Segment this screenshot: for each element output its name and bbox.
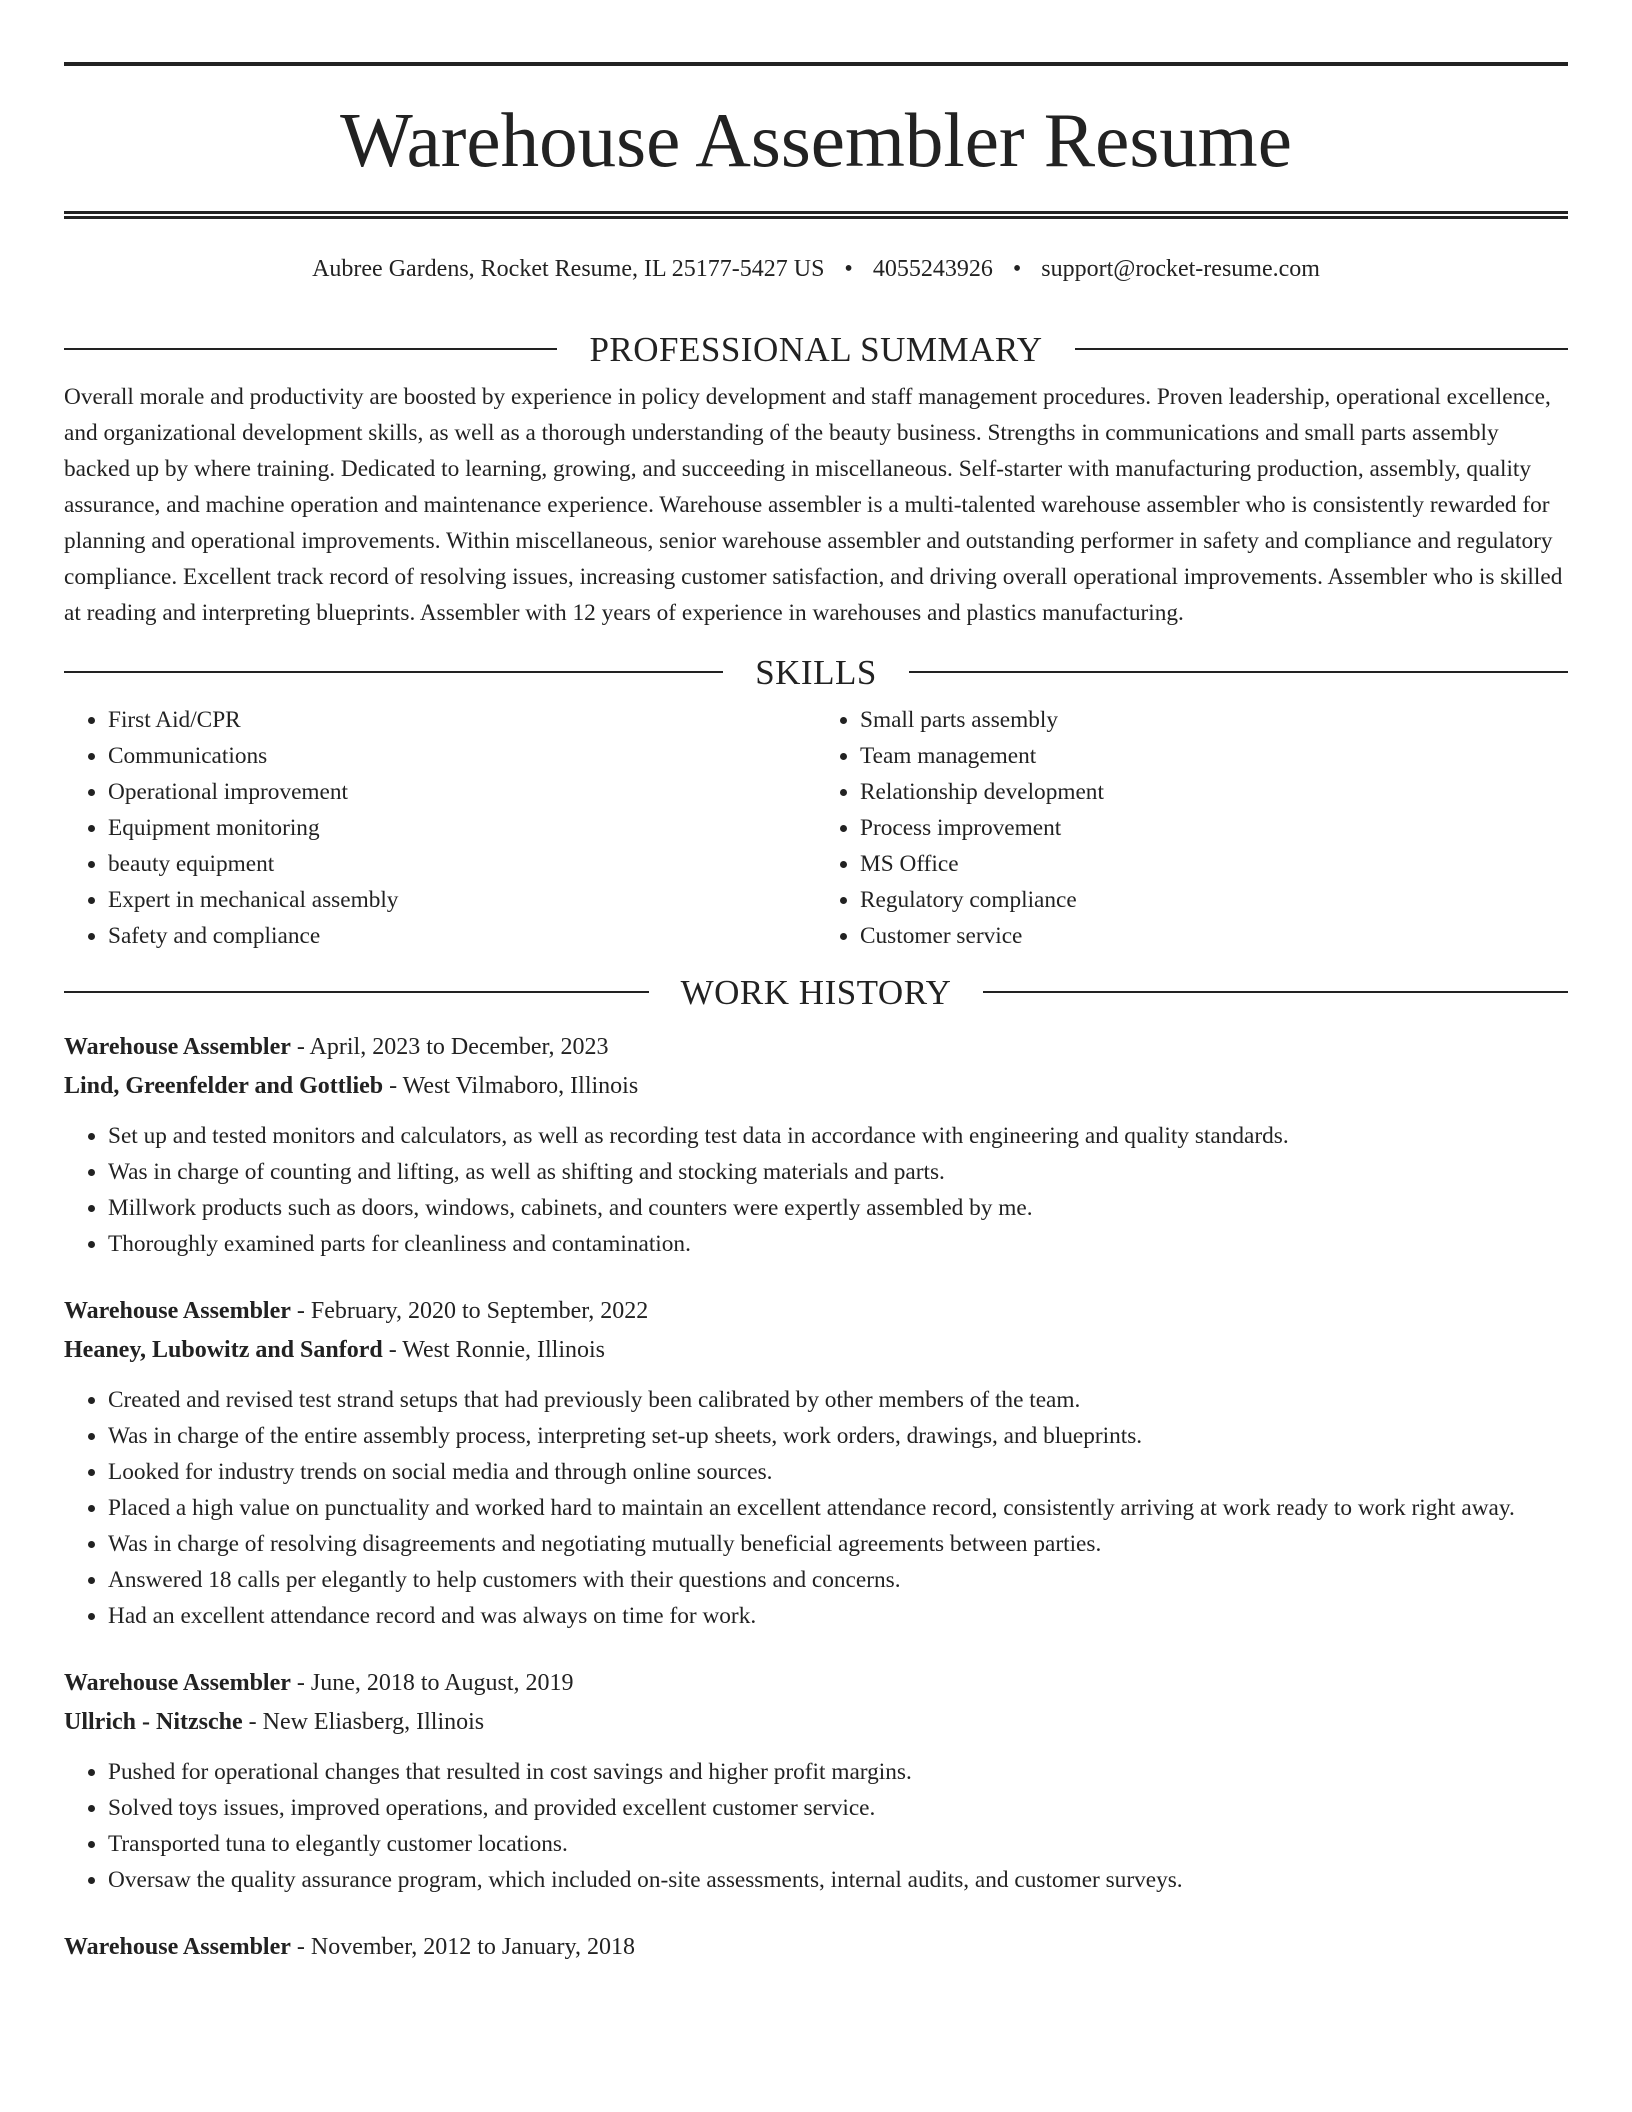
skill-item: • First Aid/CPR: [108, 702, 816, 738]
job-title-line: [64, 1292, 1568, 1331]
job-bullets: [64, 1754, 1568, 1898]
job-bullet: • Solved toys issues, improved operations, and provided excellent customer service.: [108, 1790, 1568, 1826]
skill-item: • Expert in mechanical assembly: [108, 882, 816, 918]
section-rule-left: [64, 348, 557, 350]
job-bullet: • Pushed for operational changes that resulted in cost savings and higher profit margins.: [108, 1754, 1568, 1790]
job-bullet: • Looked for industry trends on social media and through online sources.: [108, 1454, 1568, 1490]
job-entry: [64, 1664, 1568, 1898]
contact-email: support@rocket-resume.com: [1041, 256, 1320, 282]
job-bullet: • Set up and tested monitors and calculators, as well as recording test data in accordance with engineering and quality standards.: [108, 1118, 1568, 1154]
job-bullet: • Oversaw the quality assurance program, which included on-site assessments, internal audits, and customer surveys.: [108, 1862, 1568, 1898]
skill-item: • Operational improvement: [108, 774, 816, 810]
job-entry: [64, 1292, 1568, 1634]
section-rule-left: [64, 671, 723, 673]
job-bullet: • Millwork products such as doors, windows, cabinets, and counters were expertly assembled by me.: [108, 1190, 1568, 1226]
skill-item: • Process improvement: [860, 810, 1568, 846]
job-entry: [64, 1028, 1568, 1262]
job-bullet: • Was in charge of counting and lifting, as well as shifting and stocking materials and parts.: [108, 1154, 1568, 1190]
section-title-work-history: WORK HISTORY: [680, 972, 952, 1012]
job-location: - New Eliasberg, Illinois: [242, 1709, 485, 1736]
skill-item: • Team management: [860, 738, 1568, 774]
job-company-line: [64, 1703, 1568, 1742]
skill-item: • Small parts assembly: [860, 702, 1568, 738]
job-location: - West Ronnie, Illinois: [382, 1337, 606, 1364]
contact-separator: •: [1012, 256, 1022, 282]
contact-line: [64, 257, 1568, 283]
contact-separator: •: [844, 256, 853, 282]
job-bullet: • Created and revised test strand setups that had previously been calibrated by other members of the team.: [108, 1382, 1568, 1418]
job-location: - West Vilmaboro, Illinois: [383, 1073, 639, 1100]
job-title-line: [64, 1664, 1568, 1703]
job-bullet: • Had an excellent attendance record and was always on time for work.: [108, 1598, 1568, 1634]
section-title-skills: SKILLS: [755, 652, 877, 692]
skill-item: • Customer service: [860, 918, 1568, 954]
job-bullet: • Was in charge of the entire assembly process, interpreting set-up sheets, work orders, drawings, and blueprints.: [108, 1418, 1568, 1454]
job-dates: - April, 2023 to December, 2023: [290, 1034, 609, 1061]
job-bullet: • Thoroughly examined parts for cleanliness and contamination.: [108, 1226, 1568, 1262]
section-rule-right: [983, 991, 1568, 993]
job-title-line: [64, 1928, 1568, 1967]
skill-item: • Relationship development: [860, 774, 1568, 810]
job-company-line: [64, 1331, 1568, 1370]
section-rule-left: [64, 991, 649, 993]
job-bullets: [64, 1118, 1568, 1262]
job-dates: - November, 2012 to January, 2018: [290, 1934, 635, 1961]
skills-column-right: [816, 702, 1568, 954]
summary-text: Overall morale and productivity are boosted by experience in policy development and staff management procedures. Proven leadership, operational excellence, and organizational development skills, as well as a thorough understanding of the beauty business. Strengths in communications and small parts assembly backed up by where training. Dedicated to learning, growing, and succeeding in miscellaneous. Self-starter with manufacturing production, assembly, quality assurance, and machine operation and maintenance experience. Warehouse assembler is a multi-talented warehouse assembler who is consistently rewarded for planning and operational improvements. Within miscellaneous, senior warehouse assembler and outstanding performer in safety and compliance and regulatory compliance. Excellent track record of resolving issues, increasing customer satisfaction, and driving overall operational improvements. Assembler who is skilled at reading and interpreting blueprints. Assembler with 12 years of experience in warehouses and plastics manufacturing.: [64, 384, 1563, 626]
title-block: [64, 0, 1568, 219]
job-bullet: • Placed a high value on punctuality and worked hard to maintain an excellent attendance record, consistently arriving at work ready to work right away.: [108, 1490, 1568, 1526]
job-bullets: [64, 1382, 1568, 1634]
skill-item: • Safety and compliance: [108, 918, 816, 954]
job-bullet: • Was in charge of resolving disagreements and negotiating mutually beneficial agreements between parties.: [108, 1526, 1568, 1562]
skills-column-left: [64, 702, 816, 954]
section-title-summary: PROFESSIONAL SUMMARY: [589, 329, 1043, 369]
job-entry: [64, 1928, 1568, 1967]
job-title: Warehouse Assembler: [64, 1298, 291, 1325]
job-company: Lind, Greenfelder and Gottlieb: [64, 1073, 384, 1100]
section-rule-right: [1075, 348, 1568, 350]
job-company-line: [64, 1067, 1568, 1106]
job-company: Ullrich - Nitzsche: [64, 1709, 243, 1736]
job-title-line: [64, 1028, 1568, 1067]
title-bottom-double-rule: [64, 211, 1568, 219]
job-bullet: • Transported tuna to elegantly customer locations.: [108, 1826, 1568, 1862]
job-title: Warehouse Assembler: [64, 1034, 291, 1061]
skill-item: • MS Office: [860, 846, 1568, 882]
resume-page: [64, 0, 1568, 1967]
contact-address: Aubree Gardens, Rocket Resume, IL 25177-5427 US: [312, 256, 825, 282]
skills-list: [64, 702, 1568, 954]
section-rule-right: [909, 671, 1568, 673]
skill-item: • Communications: [108, 738, 816, 774]
job-company: Heaney, Lubowitz and Sanford: [64, 1337, 383, 1364]
job-dates: - February, 2020 to September, 2022: [290, 1298, 649, 1325]
job-dates: - June, 2018 to August, 2019: [290, 1670, 574, 1697]
job-title: Warehouse Assembler: [64, 1670, 291, 1697]
section-header-skills: [64, 654, 1568, 690]
section-header-work-history: [64, 974, 1568, 1010]
section-header-summary: [64, 331, 1568, 367]
job-bullet: • Answered 18 calls per elegantly to help customers with their questions and concerns.: [108, 1562, 1568, 1598]
contact-phone: 4055243926: [872, 256, 993, 282]
page-title: Warehouse Assembler Resume: [340, 97, 1292, 183]
skill-item: • Regulatory compliance: [860, 882, 1568, 918]
job-title: Warehouse Assembler: [64, 1934, 291, 1961]
skill-item: • Equipment monitoring: [108, 810, 816, 846]
skill-item: • beauty equipment: [108, 846, 816, 882]
